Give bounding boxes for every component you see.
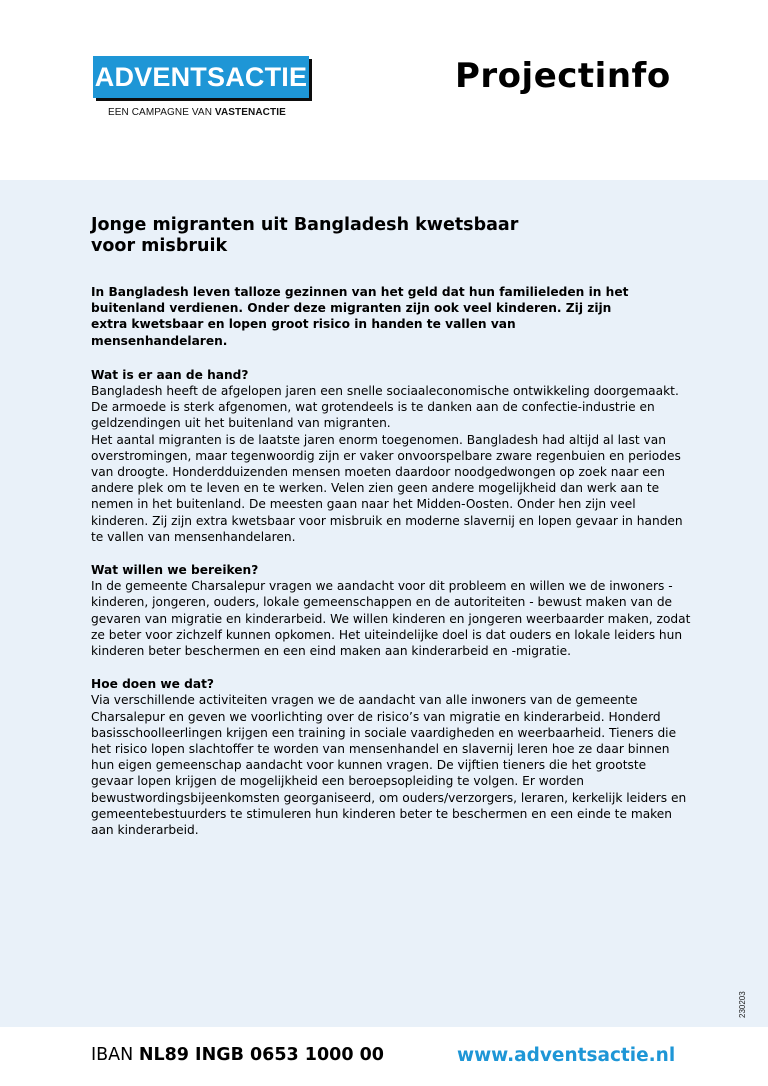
section-heading: Wat willen we bereiken? xyxy=(91,563,259,578)
section-approach xyxy=(91,676,691,838)
logo-text: ADVENTSACTIE xyxy=(94,62,308,92)
section-heading: Hoe doen we dat? xyxy=(91,677,214,692)
section-body: Bangladesh heeft de afgelopen jaren een snelle sociaaleconomische ontwikkeling doorgemaakt. De armoede is sterk afgenomen, wat grotendeels is te danken aan de confectie-industrie en geldzendingen uit het buitenland van migranten. Het aantal migranten is de laatste jaren enorm toegenomen. Bangladesh had altijd al last van overstromingen, maar tegenwoordig zijn er vaker onvoorspelbare zware regenbuien en periodes van droogte. Honderdduizenden mensen moeten daardoor noodgedwongen op zoek naar een andere plek om te leven en te werken. Velen zien geen andere mogelijkheid dan werk aan te nemen in het buitenland. De meesten gaan naar het Midden-Oosten. Onder hen zijn veel kinderen. Zij zijn extra kwetsbaar voor misbruik en moderne slavernij en lopen gevaar in handen te vallen van mensenhandelaren. xyxy=(91,384,683,544)
logo-tagline xyxy=(108,107,286,118)
document-title: Jonge migranten uit Bangladesh kwetsbaar voor misbruik xyxy=(91,215,519,256)
adventsactie-logo xyxy=(93,56,309,98)
document-body xyxy=(91,215,691,855)
section-goals xyxy=(91,562,691,659)
section-body: Via verschillende activiteiten vragen we de aandacht van alle inwoners van de gemeente Charsalepur en geven we voorlichting over de risico’s van migratie en kinderarbeid. Honderd basisschoolleerlingen krijgen een training in sociale vaardigheden en weerbaarheid. Tieners die het risico lopen slachtoffer te worden van mensenhandel en slavernij leren hoe ze daar binnen hun eigen gemeenschap aandacht voor kunnen vragen. De vijftien tieners die het grootste gevaar lopen krijgen de mogelijkheid een beroepsopleiding te volgen. Er worden bewustwordingsbijeenkomsten georganiseerd, om ouders/verzorgers, leraren, kerkelijk leiders en gemeentebestuurders te stimuleren hun kinderen beter te beschermen en een einde te maken aan kinderarbeid. xyxy=(91,693,687,838)
page-title: Projectinfo xyxy=(455,56,671,96)
intro-paragraph: In Bangladesh leven talloze gezinnen van het geld dat hun familieleden in het buitenland verdienen. Onder deze migranten zijn ook veel kinderen. Zij zijn extra kwetsbaar en lopen groot risico in handen te vallen van mensenhandelaren. xyxy=(91,285,629,348)
logo-tagline-brand: VASTENACTIE xyxy=(214,107,286,118)
iban-number: NL89 INGB 0653 1000 00 xyxy=(138,1045,384,1065)
iban-line xyxy=(91,1045,384,1065)
logo-tagline-prefix: EEN CAMPAGNE VAN xyxy=(108,107,213,118)
section-heading: Wat is er aan de hand? xyxy=(91,367,249,382)
document-code: 230203 xyxy=(738,991,747,1018)
section-situation xyxy=(91,367,691,545)
page-header xyxy=(0,0,768,180)
iban-label: IBAN xyxy=(91,1045,134,1065)
section-body: In de gemeente Charsalepur vragen we aandacht voor dit probleem en willen we de inwoners - kinderen, jongeren, ouders, lokale gemeenschappen en de autoriteiten - bewust maken van de gevaren van migratie en kinderarbeid. We willen kinderen en jongeren weerbaarder maken, zodat ze beter voor zichzelf kunnen opkomen. Het uiteindelijke doel is dat ouders en lokale leiders hun kinderen beter beschermen en een eind maken aan kinderarbeid en -migratie. xyxy=(91,579,691,659)
website-link[interactable]: www.adventsactie.nl xyxy=(457,1045,676,1066)
